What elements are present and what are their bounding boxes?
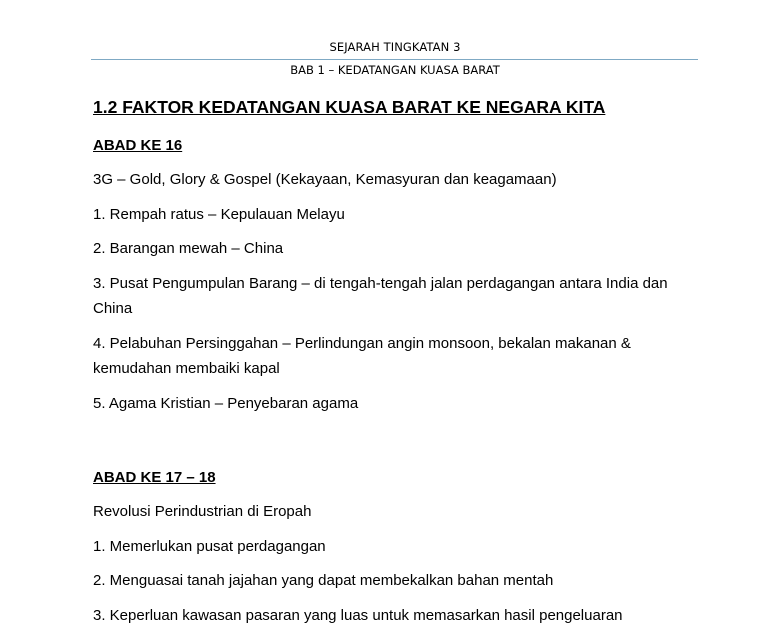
section-intro: 3G – Gold, Glory & Gospel (Kekayaan, Kemasyuran dan keagamaan) bbox=[93, 171, 557, 188]
list-item: 1. Memerlukan pusat perdagangan bbox=[93, 537, 326, 555]
list-item: 4. Pelabuhan Persinggahan – Perlindungan angin monsoon, bekalan makanan & kemudahan membaiki kapal bbox=[93, 334, 631, 377]
list-item: 5. Agama Kristian – Penyebaran agama bbox=[93, 394, 359, 412]
header-divider bbox=[91, 59, 698, 60]
list-item: 2. Menguasai tanah jajahan yang dapat membekalkan bahan mentah bbox=[93, 572, 554, 589]
document-body bbox=[93, 96, 693, 628]
list-item: 2. Barangan mewah – China bbox=[93, 240, 284, 257]
page-header-title: SEJARAH TINGKATAN 3 bbox=[329, 40, 461, 54]
section-heading-abad-17-18: ABAD KE 17 – 18 bbox=[93, 469, 216, 486]
page-header-subtitle: BAB 1 – KEDATANGAN KUASA BARAT bbox=[290, 63, 500, 77]
section-heading-abad-16: ABAD KE 16 bbox=[93, 137, 183, 154]
section-intro: Revolusi Perindustrian di Eropah bbox=[93, 503, 312, 520]
list-item: 3. Keperluan kawasan pasaran yang luas untuk memasarkan hasil pengeluaran bbox=[93, 606, 623, 624]
list-item: 3. Pusat Pengumpulan Barang – di tengah-tengah jalan perdagangan antara India dan China bbox=[93, 274, 668, 317]
list-item: 1. Rempah ratus – Kepulauan Melayu bbox=[93, 205, 345, 223]
main-title: 1.2 FAKTOR KEDATANGAN KUASA BARAT KE NEGARA KITA bbox=[93, 97, 606, 117]
